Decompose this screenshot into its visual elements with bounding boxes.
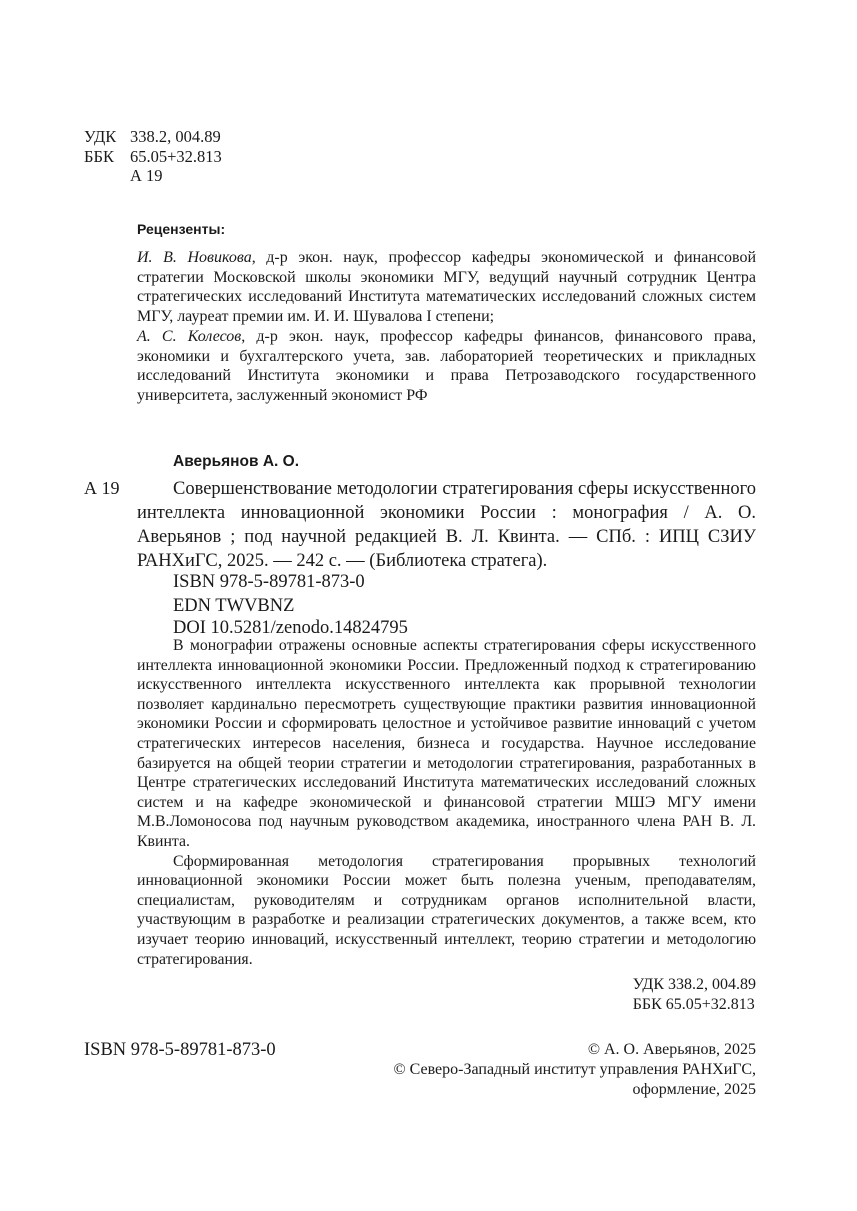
- copyright-design: оформление, 2025: [632, 1081, 756, 1098]
- bbk-row: [84, 147, 222, 167]
- bottom-udk: УДК 338.2, 004.89: [632, 976, 756, 993]
- bbk-label: ББК: [84, 146, 114, 166]
- annotation-paragraph-2: Сформированная методология стратегирования прорывных технологий инновационной экономики России может быть полезна ученым, преподавателям, специалистам, руководителям и сотрудникам органов исполнительной власти, участвующим в разработке и реализации стратегических документов, а также всем, кто изучает теорию инноваций, искусственный интеллект, теорию стратегии и методологию стратегирования.: [137, 852, 756, 968]
- annotation: [137, 636, 756, 969]
- book-doi: DOI 10.5281/zenodo.14824795: [173, 618, 408, 638]
- book-title: Совершенствование методологии стратегирования сферы искусственного интеллекта инновационной экономики России : монография / А. О. Аверьянов ; под научной редакцией В. Л. Квинта. — СПб. : ИПЦ СЗИУ РАНХиГС, 2025. — 242 с. — (Библиотека стратега).: [137, 479, 756, 571]
- bottom-bbk: ББК 65.05+32.813: [632, 995, 755, 1013]
- reviewer-1-text: , д-р экон. наук, профессор кафедры экономической и финансовой стратегии Московской школы экономики МГУ, ведущий научный сотрудник Центра стратегических исследований Института математических исследований сложных систем МГУ, лауреат премии им. И. И. Шувалова I степени;: [137, 249, 756, 325]
- book-isbn: ISBN 978-5-89781-873-0: [173, 572, 365, 592]
- reviewers-heading: Рецензенты:: [137, 221, 226, 237]
- reviewer-2-name: А. С. Колесов: [137, 328, 242, 345]
- reviewer-2: [137, 327, 756, 405]
- copyright-institute: © Северо-Западный институт управления РАНХиГС,: [393, 1061, 756, 1078]
- author-mark: А 19: [130, 166, 163, 185]
- classification-codes: [84, 127, 222, 186]
- footer-isbn: ISBN 978-5-89781-873-0: [84, 1040, 276, 1060]
- copyright-author: © А. О. Аверьянов, 2025: [587, 1041, 756, 1058]
- bbk-value: 65.05+32.813: [130, 146, 222, 166]
- udk-row: [84, 127, 222, 147]
- reviewer-1: [137, 248, 756, 326]
- bottom-codes: [633, 975, 756, 1014]
- udk-value: 338.2, 004.89: [130, 127, 221, 146]
- annotation-paragraph-1: В монографии отражены основные аспекты стратегирования сферы искусственного интеллекта инновационной экономики России. Предложенный подход к стратегированию искусственного интеллекта искусственного интеллекта как прорывной технологии позволяет кардинально пересмотреть существующие практики развития инновационной экономики России и сформировать целостное и устойчивое развитие инноваций с учетом стратегических интересов населения, бизнеса и государства. Научное исследование базируется на общей теории стратегии и методологии стратегирования, разработанных в Центре стратегических исследований Института математических исследований сложных систем и на кафедре экономической и финансовой стратегии МШЭ МГУ имени М.В.Ломоносова под научным руководством академика, иностранного члена РАН В. Л. Квинта.: [137, 637, 756, 850]
- reviewer-1-name: И. В. Новикова: [137, 249, 252, 266]
- book-edn: EDN TWVBNZ: [173, 596, 295, 616]
- book-author: Аверьянов А. О.: [173, 453, 300, 470]
- copyright-block: [393, 1040, 756, 1100]
- udk-label: УДК: [84, 127, 117, 146]
- reviewer-2-text: , д-р экон. наук, профессор кафедры финансов, финансового права, экономики и бухгалтерского учета, зав. лабораторией теоретических и прикладных исследований Института экономики и права Петрозаводского государственного университета, заслуженный экономист РФ: [137, 328, 756, 404]
- book-author-mark: А 19: [84, 478, 120, 498]
